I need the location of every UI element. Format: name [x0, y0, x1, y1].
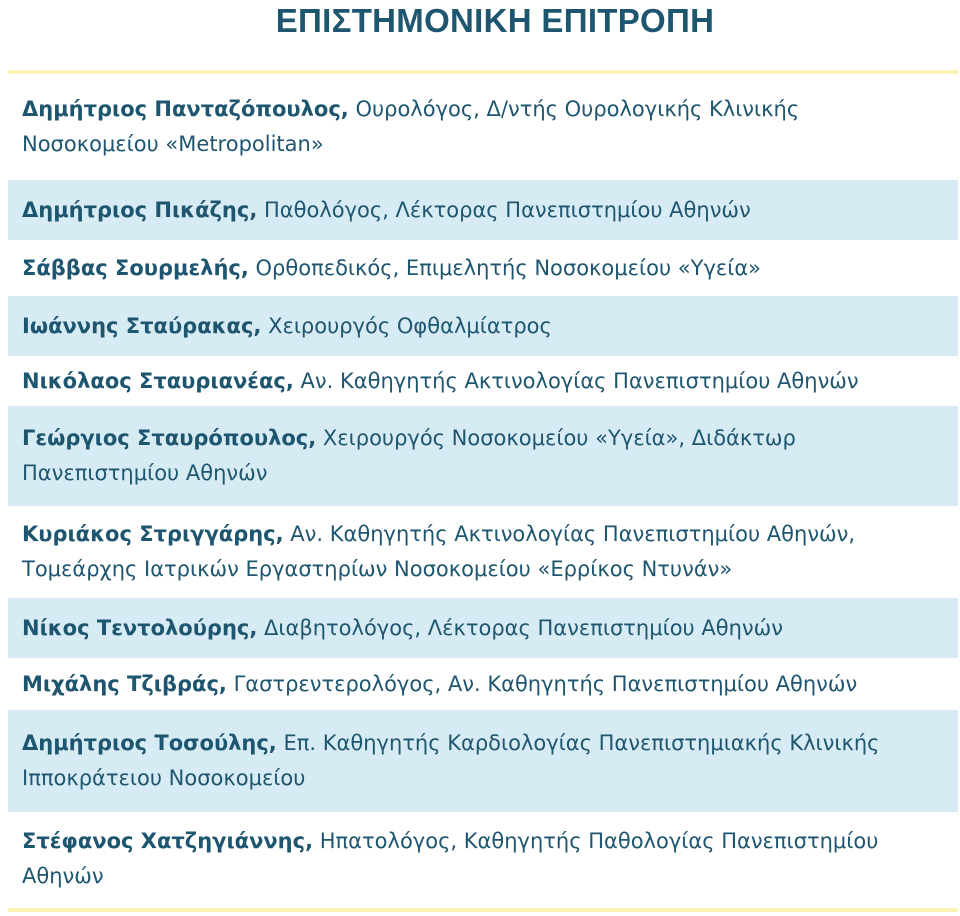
member-role-continued: Ιπποκράτειου Νοσοκομείου	[22, 766, 306, 790]
member-row	[8, 710, 958, 812]
member-row	[8, 180, 958, 240]
member-role: Επ. Καθηγητής Καρδιολογίας Πανεπιστημιακής Κλινικής	[283, 731, 880, 755]
member-line-1	[22, 364, 944, 399]
member-name: Σάββας Σουρμελής,	[22, 255, 249, 280]
member-name: Νικόλαος Σταυριανέας,	[22, 368, 294, 393]
member-row	[8, 506, 958, 598]
member-role: Αν. Καθηγητής Ακτινολογίας Πανεπιστημίου Αθηνών	[300, 368, 859, 393]
member-row	[8, 240, 958, 296]
member-row	[8, 356, 958, 406]
member-line-1	[22, 251, 944, 286]
member-row	[8, 406, 958, 506]
member-role-continued: Αθηνών	[22, 864, 104, 888]
member-name: Γεώργιος Σταυρόπουλος,	[22, 426, 317, 450]
member-name: Στέφανος Χατζηγιάννης,	[22, 829, 314, 853]
member-line-1	[22, 517, 944, 552]
member-name: Δημήτριος Πανταζόπουλος,	[22, 97, 349, 121]
member-line-1	[22, 824, 944, 859]
member-name: Νίκος Τεντολούρης,	[22, 615, 258, 640]
page-title: ΕΠΙΣΤΗΜΟΝΙΚΗ ΕΠΙΤΡΟΠΗ	[275, 2, 715, 39]
member-line-1	[22, 667, 944, 702]
member-role-continued: Νοσοκομείου «Metropolitan»	[22, 132, 324, 156]
member-line-1	[22, 193, 944, 228]
member-role-continued: Πανεπιστημίου Αθηνών	[22, 461, 268, 485]
member-line-1	[22, 309, 944, 344]
member-row	[8, 658, 958, 710]
member-name: Δημήτριος Τοσούλης,	[22, 731, 277, 755]
member-name: Μιχάλης Τζιβράς,	[22, 671, 227, 696]
member-role-continued: Τομεάρχης Ιατρικών Εργαστηρίων Νοσοκομείου «Ερρίκος Ντυνάν»	[22, 557, 733, 581]
member-role: Παθολόγος, Λέκτορας Πανεπιστημίου Αθηνών	[263, 197, 751, 222]
member-role: Αν. Καθηγητής Ακτινολογίας Πανεπιστημίου Αθηνών,	[290, 522, 856, 546]
member-row	[8, 812, 958, 906]
member-row	[8, 296, 958, 356]
member-line-1	[22, 92, 944, 127]
member-name: Κυριάκος Στριγγάρης,	[22, 522, 284, 546]
member-role: Χειρουργός Νοσοκομείου «Υγεία», Διδάκτωρ	[322, 426, 796, 450]
member-role: Ηπατολόγος, Καθηγητής Παθολογίας Πανεπιστημίου	[319, 829, 879, 853]
member-role: Ουρολόγος, Δ/ντής Ουρολογικής Κλινικής	[355, 97, 800, 121]
member-line-1	[22, 421, 944, 456]
member-role: Χειρουργός Οφθαλμίατρος	[268, 313, 552, 338]
member-line-1	[22, 611, 944, 646]
member-line-1	[22, 726, 944, 761]
member-name: Δημήτριος Πικάζης,	[22, 197, 258, 222]
member-name: Ιωάννης Σταύρακας,	[22, 313, 262, 338]
member-role: Ορθοπεδικός, Επιμελητής Νοσοκομείου «Υγεία»	[255, 255, 762, 280]
member-row	[8, 598, 958, 658]
member-role: Γαστρεντερολόγος, Αν. Καθηγητής Πανεπιστημίου Αθηνών	[233, 671, 858, 696]
member-row	[8, 74, 958, 180]
bottom-divider	[8, 908, 958, 912]
member-role: Διαβητολόγος, Λέκτορας Πανεπιστημίου Αθηνών	[264, 615, 783, 640]
